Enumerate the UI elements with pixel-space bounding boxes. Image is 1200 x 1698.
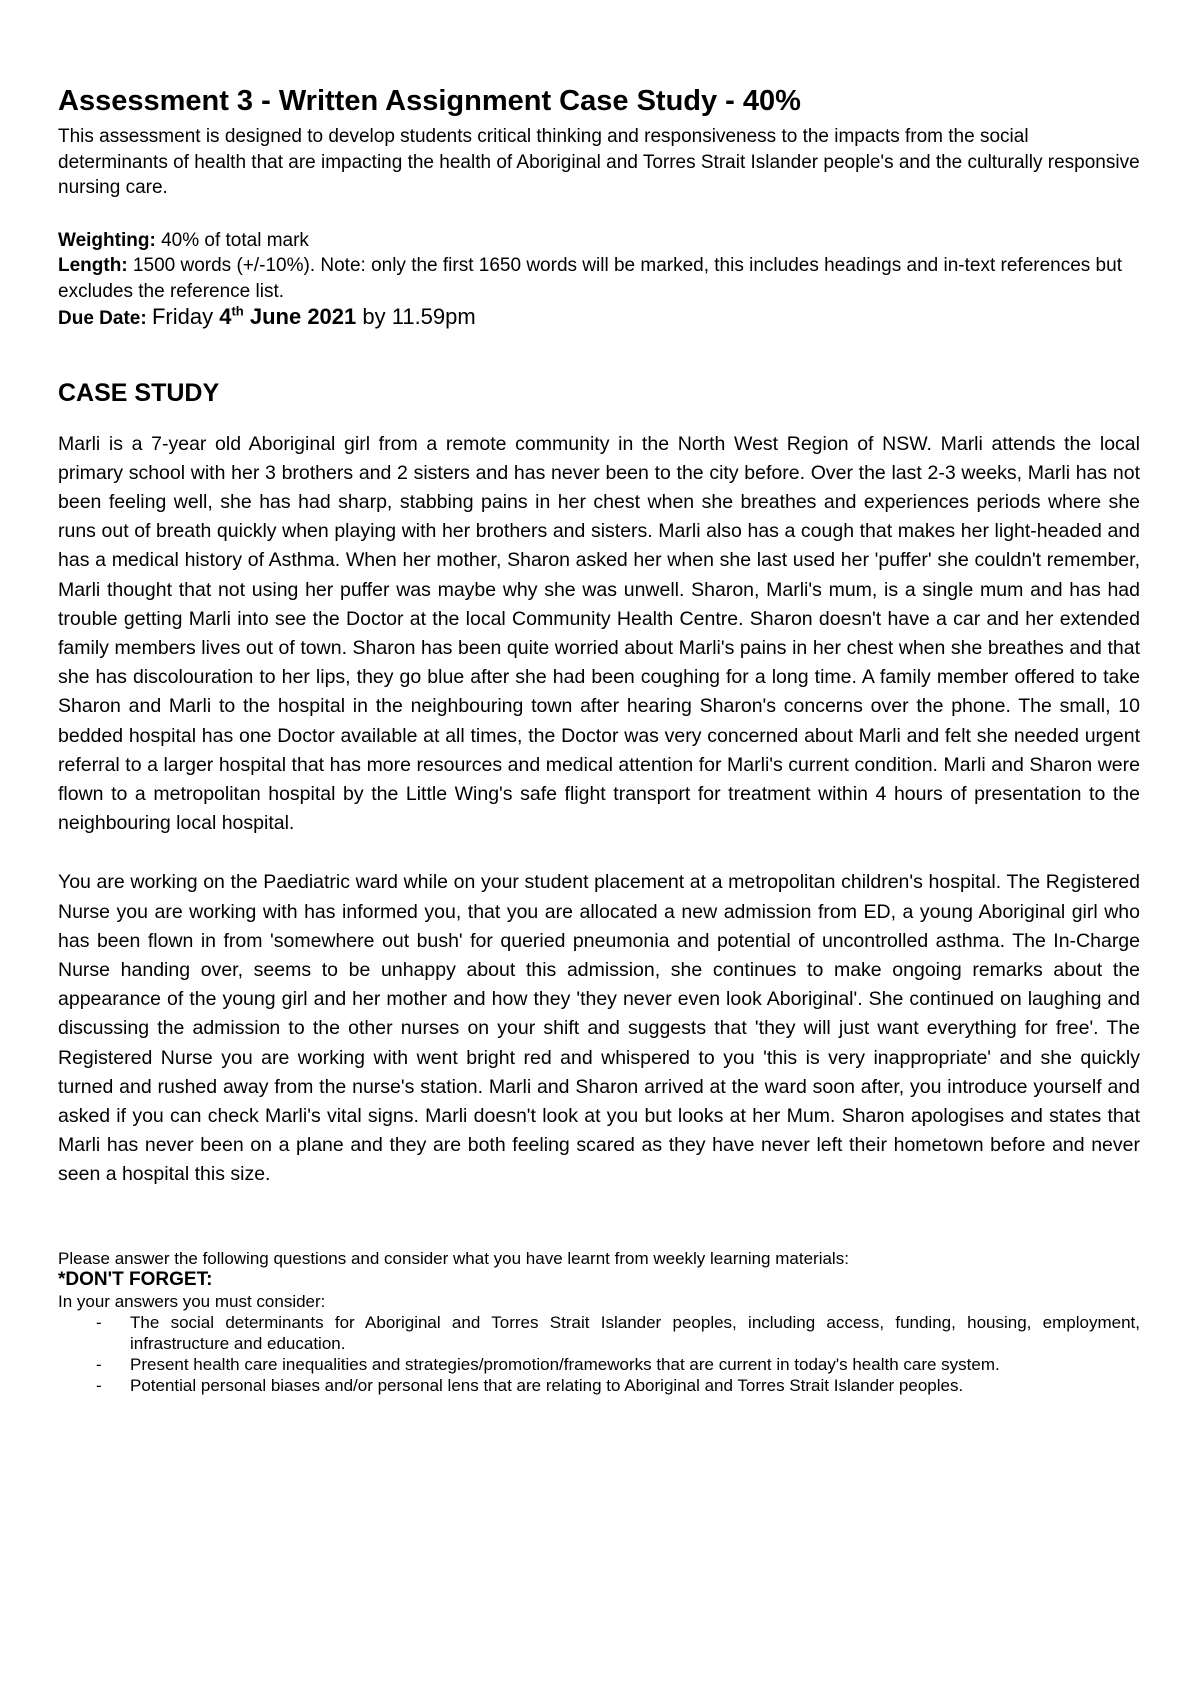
weighting-label: Weighting: [58, 229, 156, 251]
list-item-text: Potential personal biases and/or personal lens that are relating to Aboriginal and Torres Strait Islander peoples. [130, 1375, 964, 1395]
length-label: Length: [58, 255, 128, 276]
questions-intro: Please answer the following questions and consider what you have learnt from weekly learning materials: [58, 1248, 849, 1268]
list-item [58, 1354, 1140, 1375]
considerations-list [58, 1312, 1140, 1396]
list-item [58, 1375, 1140, 1396]
case-paragraph-1: Marli is a 7-year old Aboriginal girl from a remote community in the North West Region of NSW. Marli attends the local primary school with her 3 brothers and 2 sisters and has never been to the city before. Over the last 2-3 weeks, Marli has not been feeling well, she has had sharp, stabbing pains in her chest when she breathes and experiences periods where she runs out of breath quickly when playing with her brothers and sisters. Marli also has a cough that makes her light-headed and has a medical history of Asthma. When her mother, Sharon asked her when she last used her 'puffer' she couldn't remember, Marli thought that not using her puffer was maybe why she was unwell. Sharon, Marli's mum, is a single mum and has had trouble getting Marli into see the Doctor at the local Community Health Centre. Sharon doesn't have a car and her extended family members lives out of town. Sharon has been quite worried about Marli's pains in her chest when she breathes and that she has discolouration to her lips, they go blue after she had been coughing for a long time. A family member offered to take Sharon and Marli to the hospital in the neighbouring town after hearing Sharon's concerns over the phone. The small, 10 bedded hospital has one Doctor available at all times, the Doctor was very concerned about Marli and felt she needed urgent referral to a larger hospital that has more resources and medical attention for Marli's current condition. Marli and Sharon were flown to a metropolitan hospital by the Little Wing's safe flight transport for treatment within 4 hours of presentation to the neighbouring local hospital. [58, 432, 1140, 835]
bullet-dash: - [96, 1354, 102, 1374]
list-item-text: The social determinants for Aboriginal and Torres Strait Islander peoples, including access, funding, housing, employment, infrastructure and education. [130, 1312, 1140, 1353]
bullet-dash: - [96, 1312, 102, 1332]
length-value: 1500 words (+/-10%). Note: only the first 1650 words will be marked, this includes headings and in-text references but excludes the reference list. [58, 255, 1122, 302]
weighting-value: 40% of total mark [155, 229, 309, 251]
length-line [58, 253, 1140, 304]
case-study-heading: CASE STUDY [58, 378, 220, 407]
bullet-dash: - [96, 1375, 102, 1395]
assessment-title: Assessment 3 - Written Assignment Case Study - 40% [58, 85, 801, 117]
document-page [58, 84, 1140, 1396]
questions-section [58, 1248, 1140, 1396]
due-date-month-year: June 2021 [243, 304, 357, 329]
due-day: Friday [151, 304, 220, 329]
consider-intro: In your answers you must consider: [58, 1291, 326, 1311]
due-date-number: 4 [219, 304, 232, 329]
list-item [58, 1312, 1140, 1354]
due-date-value [152, 304, 476, 329]
due-time: by 11.59pm [356, 304, 476, 329]
due-date-label: Due Date: [58, 308, 147, 329]
case-paragraph-2: You are working on the Paediatric ward while on your student placement at a metropolitan children's hospital. The Registered Nurse you are working with has informed you, that you are allocated a new admission from ED, a young Aboriginal girl who has been flown in from 'somewhere out bush' for queried pneumonia and potential of uncontrolled asthma. The In-Charge Nurse handing over, seems to be unhappy about this admission, she continues to make ongoing remarks about the appearance of the young girl and her mother and how they 'they never even look Aboriginal'. She continued on laughing and discussing the admission to the other nurses on your shift and suggests that 'they will just want everything for free'. The Registered Nurse you are working with went bright red and whispered to you 'this is very inappropriate' and she quickly turned and rushed away from the nurse's station. Marli and Sharon arrived at the ward soon after, you introduce yourself and asked if you can check Marli's vital signs. Marli doesn't look at you but looks at her Mum. Sharon apologises and states that Marli has never been on a plane and they are both feeling scared as they have never left their hometown before and never seen a hospital this size. [58, 871, 1140, 1186]
intro-paragraph: This assessment is designed to develop students critical thinking and responsiveness to the impacts from the social determinants of health that are impacting the health of Aboriginal and Torres Strait Islander people's and the culturally responsive nursing care. [58, 126, 1140, 198]
list-item-text: Present health care inequalities and strategies/promotion/frameworks that are current in today's health care system. [130, 1354, 1000, 1374]
assessment-details [58, 228, 1140, 332]
due-date-suffix: th [231, 303, 244, 319]
dont-forget-heading: *DON'T FORGET: [58, 1268, 213, 1290]
due-date-line [58, 304, 1140, 332]
weighting-line [58, 228, 1140, 254]
